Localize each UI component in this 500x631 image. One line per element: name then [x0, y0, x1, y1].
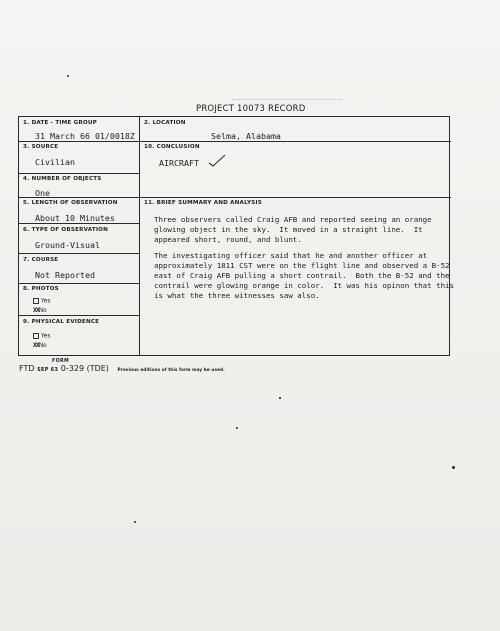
scan-speck: [134, 521, 136, 523]
conclusion-label: 10. CONCLUSION: [144, 144, 200, 150]
physical-evidence-yes-option: Yes: [33, 333, 50, 340]
scan-speck: [279, 397, 281, 399]
type-of-observation-value: Ground-Visual: [35, 240, 100, 250]
scan-speck: [67, 75, 69, 77]
faint-scan-mark: [232, 99, 342, 100]
handwritten-check-icon: [207, 153, 227, 169]
typed-x-mark: XX: [33, 341, 39, 349]
checkbox-icon: [33, 298, 39, 304]
location-value: Selma, Alabama: [211, 131, 281, 141]
row-divider: [19, 283, 139, 284]
summary-text: [154, 215, 459, 307]
row-divider: [19, 173, 139, 174]
form-column-divider: [139, 117, 140, 355]
checkbox-icon: [33, 333, 39, 339]
scan-speck: [236, 427, 238, 429]
number-of-objects-value: One: [35, 188, 50, 198]
scan-speck: [452, 466, 455, 469]
photos-no-option: XXNo: [33, 306, 47, 314]
date-time-group-value: 31 March 66 01/0018Z: [35, 131, 135, 141]
conclusion-value: AIRCRAFT: [159, 158, 199, 168]
row-divider: [19, 197, 451, 198]
row-divider: [19, 253, 139, 254]
form-label: FORM: [52, 359, 70, 364]
physical-evidence-label: 9. PHYSICAL EVIDENCE: [23, 319, 100, 325]
source-value: Civilian: [35, 157, 75, 167]
summary-paragraph: The investigating officer said that he and another officer at approximately 1811 CST were on the flight line and observed a B-52 east of Craig AFB pulling a short contrail. Both the B-52 and the contrail were glowing orange in color. It was his opinon that this is what the three witnesses saw also.: [154, 250, 459, 301]
form-note: Previous editions of this form may be used.: [117, 367, 225, 372]
location-label: 2. LOCATION: [144, 120, 186, 126]
row-divider: [19, 141, 451, 142]
course-label: 7. COURSE: [23, 257, 59, 263]
length-of-observation-value: About 10 Minutes: [35, 213, 115, 223]
summary-label: 11. BRIEF SUMMARY AND ANALYSIS: [144, 200, 262, 206]
record-form: [18, 116, 459, 356]
length-of-observation-label: 5. LENGTH OF OBSERVATION: [23, 200, 118, 206]
photos-yes-option: Yes: [33, 298, 50, 305]
typed-x-mark: XX: [33, 306, 39, 314]
course-value: Not Reported: [35, 270, 95, 280]
source-label: 3. SOURCE: [23, 144, 59, 150]
number-of-objects-label: 4. NUMBER OF OBJECTS: [23, 176, 102, 182]
physical-evidence-no-option: XXNo: [33, 341, 47, 349]
date-time-group-label: 1. DATE - TIME GROUP: [23, 120, 97, 126]
form-identifier: FTD SEP 63 0-329 (TDE) Previous editions of this form may be used.: [19, 364, 225, 373]
type-of-observation-label: 6. TYPE OF OBSERVATION: [23, 227, 108, 233]
row-divider: [19, 315, 139, 316]
photos-label: 8. PHOTOS: [23, 286, 59, 292]
summary-paragraph: Three observers called Craig AFB and reported seeing an orange glowing object in the sky. It moved in a straight line. It appeared short, round, and blunt.: [154, 215, 437, 245]
project-record-title: PROJECT 10073 RECORD: [196, 104, 306, 114]
row-divider: [19, 223, 139, 224]
